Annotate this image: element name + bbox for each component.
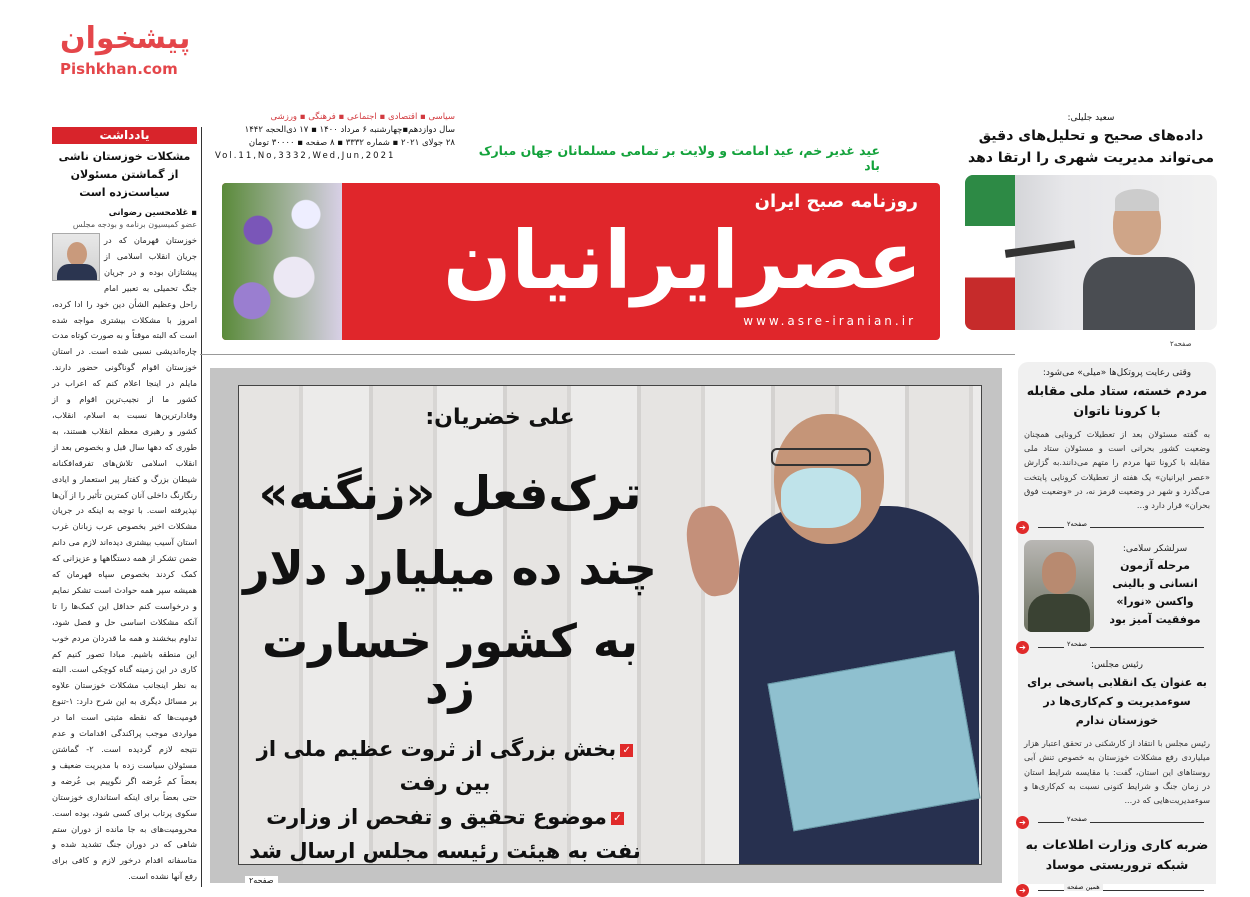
- top-right-story[interactable]: [965, 113, 1217, 330]
- salami-story[interactable]: [1024, 540, 1210, 632]
- section-categories: سیاسی ▪ اقتصادی ▪ اجتماعی ▪ فرهنگی ▪ ورزشی: [270, 112, 455, 122]
- story-title[interactable]: ضربه کاری وزارت اطلاعات به شبکه تروریستی موساد: [1025, 837, 1209, 873]
- date-line-gregorian: ۲۸ جولای ۲۰۲۱ ▪ شماره ۳۳۳۲ ▪ ۸ صفحه ▪ ۳۰۰۰۰ تومان: [248, 138, 455, 148]
- lead-bullet: ✓موضوع تحقیق و تفحص از وزارت نفت به هیئت رئیسه مجلس ارسال شد: [249, 805, 641, 863]
- editorial-column: [52, 127, 202, 887]
- page-link[interactable]: صفحه۲ ➔: [1024, 640, 1210, 654]
- logo-url: www.asre-iranian.ir: [743, 314, 916, 328]
- newspaper-logo: [222, 183, 940, 340]
- story-title[interactable]: داده‌های صحیح و تحلیل‌های دقیق می‌تواند مدیریت شهری را ارتقا دهد: [967, 128, 1214, 166]
- pishkhan-watermark: [60, 20, 190, 78]
- arrow-icon: ➔: [1016, 884, 1029, 897]
- checkbox-icon: ✓: [611, 812, 624, 825]
- page-link[interactable]: همین صفحه ➔: [1024, 883, 1210, 897]
- editorial-title[interactable]: مشکلات خوزستان ناشی از گماشتن مسئولان سیاست‌زده است: [58, 150, 191, 199]
- arrow-icon: ➔: [1016, 521, 1029, 534]
- arrow-icon: ➔: [1016, 816, 1029, 829]
- lead-bullet: ✓بخش بزرگی از ثروت عظیم ملی از بین رفت: [245, 732, 645, 800]
- flowers-image: [222, 183, 342, 340]
- editorial-body: خوزستان قهرمان که در جریان انقلاب اسلامی از پیشتازان بوده و در جریان جنگ تحمیلی به تعبیر امام راحل وعظیم الشأن دین خود را ادا کرده، امروز با مشکلات بیشتری مواجه شده است که البته موقتاً و به صورت کوتاه مدت چاره‌اندیشی نسبی شده است. در استان خوزستان اقوام گوناگونی حضور دارند. مایلم در اینجا اعلام کنم که اعراب در کشور ما از نجیب‌ترین اقوام و از وفادارترین‌ها نسبت به اسلام، انقلاب، کشور و رهبری معظم انقلاب هستند، به طوری که دهها سال قبل و بخصوص بعد از انقلاب اسلامی تلاش‌های تفرقه‌افکنانه شیطان بزرگ و کفتار پیر استعمار و ایادی رنگارنگ داخلی آنان کمترین تأثیر را از آن‌ها نپذیرفته است. با توجه به اینکه در جریان مشکلات اخیر بخصوص عرب زبانان غرب استان آسیب بیشتری دیده‌اند لازم می دانم ضمن تشکر از همه دستگاهها و عزیزانی که کمک کردند بخصوص سپاه قهرمان که همیشه سپر همه حوادث است تشکر نمایم و درخواست کنم حداقل این کمک‌ها را تا آنکه مشکلات اساسی حل و فصل شود، تداوم ببخشند و همه ما قدردان مردم خوب این منطقه باشیم. مبادا تصور کنیم کم کاری در این زمینه گناه کوچکی است. البته به نظر اینجانب مشکلات خوزستان علاوه بر مسائل دیگری به این شرح دارد: ۱-تنوع قومیت‌ها که نقطه مثبتی است اما در مواردی موجب پراکندگی اقدامات و عدم نتیجه لازم گردیده است. ۲- گماشتن مسئولان سیاست زده با مدیریت ضعیف و بعضاً کم عُرضه اگر نگوییم بی عُرضه و حتی بعضاً برای اینکه استانداری خوزستان سکوی پرتاب برای کسی شود، بوده است. محرومیت‌های به جا مانده از دوران ستم شاهی که در دوران جنگ تشدید شده و متاسفانه اقدام درخور لازم و کافی برای رفع آنها نشده است.: [52, 235, 198, 882]
- date-line-persian: سال دوازدهم▪چهارشنبه ۶ مرداد ۱۴۰۰ ▪ ۱۷ ذی‌الحجه ۱۴۴۲: [244, 125, 455, 135]
- story-title[interactable]: به عنوان یک انقلابی پاسخی برای سوءمدیریت و کم‌کاری‌ها در خوزستان ندارم: [1027, 676, 1207, 728]
- checkbox-icon: ✓: [620, 744, 633, 757]
- editorial-author: ▪ غلامحسین رضوانی: [108, 208, 197, 218]
- eid-greeting: عید غدیر خم، عید امامت و ولایت بر تمامی مسلمانان جهان مبارک باد: [478, 143, 880, 173]
- divider: [200, 354, 1015, 355]
- salami-photo: [1024, 540, 1094, 632]
- lead-bullets: [245, 732, 645, 868]
- arrow-icon: ➔: [1016, 641, 1029, 654]
- issue-info: [215, 111, 455, 163]
- editorial-header: یادداشت: [52, 127, 197, 144]
- minister-figure: [679, 386, 982, 865]
- story-kicker: سرلشکر سلامی:: [1122, 543, 1188, 554]
- story-title[interactable]: مردم خسته، ستاد ملی مقابله با کرونا ناتوان: [1026, 383, 1208, 418]
- lead-speaker: علی خضریان:: [425, 405, 575, 430]
- watermark-fa: پیشخوان: [60, 21, 191, 56]
- logo-name: عصرایرانیان: [443, 214, 922, 307]
- volume-line: Vol.11,No,3332,Wed,Jun,2021: [215, 151, 396, 161]
- page-link[interactable]: صفحه۲ ➔: [1024, 520, 1210, 534]
- story-kicker: وقتی رعایت پروتکل‌ها «میلی» می‌شود:: [1042, 368, 1192, 378]
- editorial-author-role: عضو کمیسیون برنامه و بودجه مجلس: [72, 220, 197, 229]
- story-kicker: رئیس مجلس:: [1090, 660, 1144, 671]
- lead-headline-line-3[interactable]: به کشور خسارت زد: [261, 614, 639, 714]
- story-kicker: سعید جلیلی:: [1067, 113, 1115, 123]
- story-title[interactable]: مرحله آزمون انسانی و بالینی واکسن «نورا» موفقیت آمیز بود: [1109, 558, 1201, 626]
- page-reference[interactable]: صفحه۲: [245, 876, 278, 885]
- lead-headline-line-2[interactable]: چند ده میلیارد دلار: [243, 541, 657, 595]
- story-body: رئیس مجلس با انتقاد از کارشکنی در تحقق اعتبار هزار میلیاردی رفع مشکلات خوزستان به خصوص تنش آبی روستاهای این استان، گفت: با مقایسه شرایط استان در زمان جنگ و شرایط کنونی نسبت به کم‌کاری‌ها و سوءمدیریت‌هایی که در...: [1024, 738, 1210, 806]
- lead-headline-line-1[interactable]: ترک‌فعل «زنگنه»: [258, 466, 642, 520]
- jalili-photo: [965, 175, 1217, 330]
- logo-subtitle: روزنامه صبح ایران: [754, 191, 918, 212]
- page-link[interactable]: صفحه۲ ➔: [1024, 815, 1210, 829]
- author-photo: [52, 233, 100, 281]
- page-reference[interactable]: صفحه۲: [1170, 340, 1192, 348]
- sidebar: [1018, 362, 1216, 896]
- story-body: به گفته مسئولان بعد از تعطیلات کرونایی همچنان وضعیت کشور بحرانی است و مسئولان ستاد ملی مقابله با کرونا تنها مردم را متهم می‌دانند.به گزارش «عصر ایرانیان» یک هفته از تعطیلات کرونایی پایتخت می‌گذرد و شهر در وضعیت قرمز نه، در «وضعیت فوق بحران» قرار دارد و...: [1024, 429, 1210, 511]
- watermark-en: Pishkhan.com: [60, 60, 178, 78]
